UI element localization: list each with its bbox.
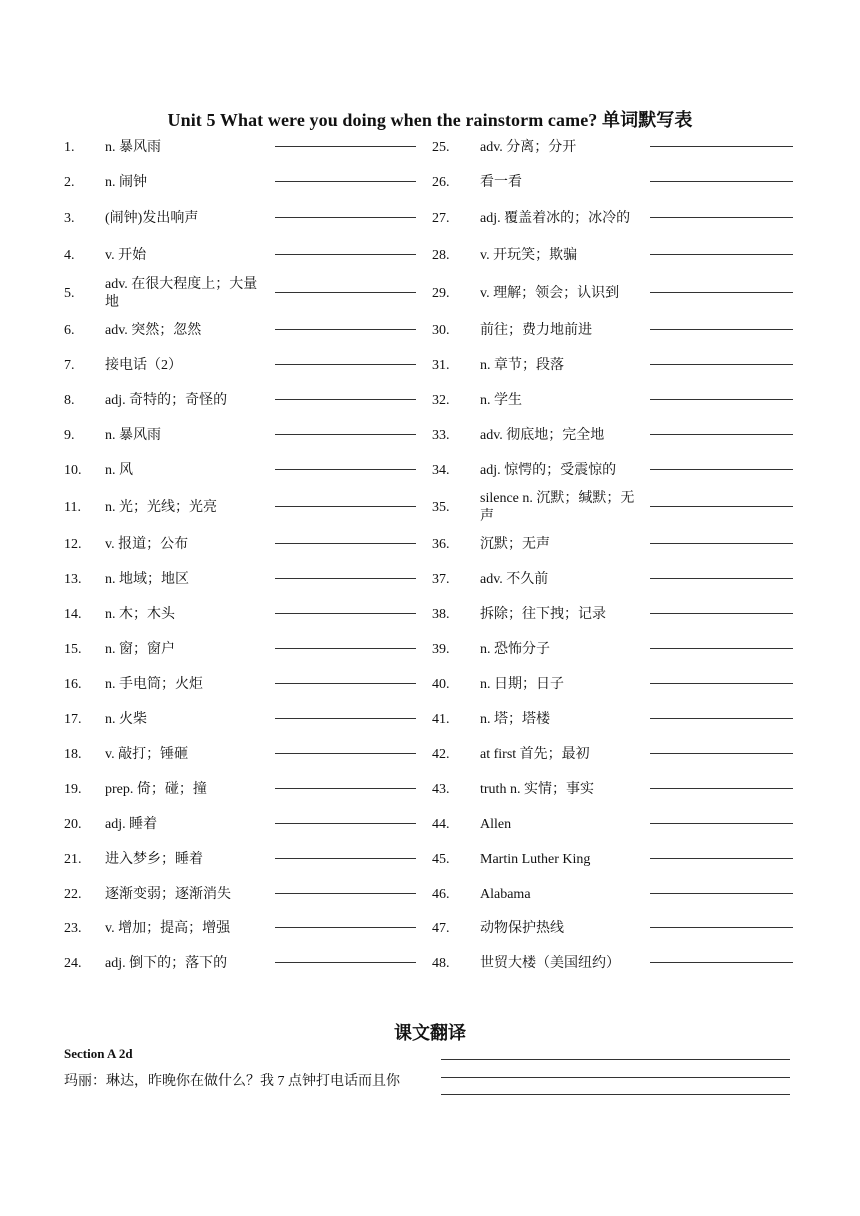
vocab-row <box>0 740 860 770</box>
vocab-number: 45. <box>432 852 450 867</box>
answer-blank[interactable] <box>650 292 793 293</box>
page-title: Unit 5 What were you doing when the rainstorm came? 单词默写表 <box>167 110 693 130</box>
vocab-number: 38. <box>432 607 450 622</box>
vocab-row <box>0 530 860 560</box>
translation-title: 课文翻译 <box>394 1023 466 1043</box>
vocab-row <box>0 705 860 735</box>
vocab-definition: n. 火柴 <box>105 712 147 727</box>
vocab-row <box>0 204 860 234</box>
vocab-row <box>0 670 860 700</box>
vocab-definition: n. 恐怖分子 <box>480 642 550 657</box>
vocab-definition: v. 增加；提高；增强 <box>105 921 231 936</box>
vocab-definition: n. 窗；窗户 <box>105 642 175 657</box>
vocab-row <box>0 775 860 805</box>
answer-blank[interactable] <box>650 648 793 649</box>
vocab-definition: n. 闹钟 <box>105 175 147 190</box>
vocab-number: 28. <box>432 248 450 263</box>
translation-line[interactable] <box>441 1059 790 1060</box>
vocab-number: 27. <box>432 211 450 226</box>
vocab-definition: adv. 彻底地；完全地 <box>480 428 605 443</box>
answer-blank[interactable] <box>650 543 793 544</box>
vocab-row <box>0 600 860 630</box>
vocab-definition: n. 光；光线；光亮 <box>105 500 217 515</box>
vocab-number: 40. <box>432 677 450 692</box>
vocab-number: 19. <box>64 782 82 797</box>
vocab-definition: adv. 在很大程度上；大量地 <box>105 277 258 310</box>
vocab-number: 35. <box>432 500 450 515</box>
answer-blank[interactable] <box>650 962 793 963</box>
vocab-definition: Martin Luther King <box>480 852 591 867</box>
vocab-definition: truth n. 实情；事实 <box>480 782 594 797</box>
translation-line[interactable] <box>441 1094 790 1095</box>
vocab-definition: n. 章节；段落 <box>480 358 564 373</box>
vocab-number: 30. <box>432 323 450 338</box>
vocab-definition: adj. 覆盖着冰的；冰冷的 <box>480 211 631 226</box>
vocab-number: 37. <box>432 572 450 587</box>
vocab-definition: Allen <box>480 817 512 832</box>
answer-blank[interactable] <box>650 506 793 507</box>
vocab-definition: 前往；费力地前进 <box>480 323 592 338</box>
answer-blank[interactable] <box>650 927 793 928</box>
vocab-definition: 拆除；往下拽；记录 <box>480 607 606 622</box>
answer-blank[interactable] <box>650 469 793 470</box>
answer-blank[interactable] <box>650 893 793 894</box>
vocab-number: 12. <box>64 537 82 552</box>
translation-line[interactable] <box>441 1077 790 1078</box>
vocab-number: 20. <box>64 817 82 832</box>
vocab-definition: (闹钟)发出响声 <box>105 211 199 226</box>
vocab-number: 25. <box>432 140 450 155</box>
vocab-definition: adv. 突然；忽然 <box>105 323 202 338</box>
vocab-number: 34. <box>432 463 450 478</box>
vocab-definition: v. 敲打；锤砸 <box>105 747 189 762</box>
vocab-number: 2. <box>64 175 75 190</box>
vocab-definition: n. 暴风雨 <box>105 140 161 155</box>
vocab-definition: v. 报道；公布 <box>105 537 189 552</box>
vocab-row <box>0 914 860 944</box>
answer-blank[interactable] <box>650 181 793 182</box>
vocab-definition: v. 开玩笑；欺骗 <box>480 248 578 263</box>
vocab-definition: adj. 奇特的；奇怪的 <box>105 393 228 408</box>
vocab-row <box>0 316 860 346</box>
answer-blank[interactable] <box>650 718 793 719</box>
vocab-number: 13. <box>64 572 82 587</box>
vocab-definition: adj. 惊愕的；受震惊的 <box>480 463 617 478</box>
vocab-row <box>0 565 860 595</box>
vocab-definition: n. 风 <box>105 463 133 478</box>
vocab-definition: n. 木；木头 <box>105 607 175 622</box>
vocab-number: 46. <box>432 887 450 902</box>
vocab-row <box>0 386 860 416</box>
vocab-number: 48. <box>432 956 450 971</box>
vocab-row <box>0 241 860 271</box>
vocab-row <box>0 279 860 309</box>
answer-blank[interactable] <box>650 858 793 859</box>
vocab-definition: 看一看 <box>480 175 522 190</box>
vocab-definition: n. 手电筒；火炬 <box>105 677 203 692</box>
answer-blank[interactable] <box>650 329 793 330</box>
vocab-definition: n. 日期；日子 <box>480 677 564 692</box>
vocab-definition: 动物保护热线 <box>480 921 564 936</box>
vocab-number: 32. <box>432 393 450 408</box>
vocab-number: 17. <box>64 712 82 727</box>
vocab-row <box>0 351 860 381</box>
vocab-definition: adv. 不久前 <box>480 572 549 587</box>
vocab-number: 7. <box>64 358 75 373</box>
vocab-definition: n. 塔；塔楼 <box>480 712 550 727</box>
answer-blank[interactable] <box>650 399 793 400</box>
vocab-number: 11. <box>64 500 81 515</box>
vocab-row <box>0 456 860 486</box>
vocab-number: 26. <box>432 175 450 190</box>
vocab-definition: silence n. 沉默；缄默；无声 <box>480 491 635 524</box>
vocab-number: 36. <box>432 537 450 552</box>
answer-blank[interactable] <box>650 578 793 579</box>
vocab-number: 8. <box>64 393 75 408</box>
answer-blank[interactable] <box>650 683 793 684</box>
vocab-number: 4. <box>64 248 75 263</box>
vocab-number: 10. <box>64 463 82 478</box>
vocab-number: 41. <box>432 712 450 727</box>
vocab-number: 3. <box>64 211 75 226</box>
vocab-definition: v. 开始 <box>105 248 147 263</box>
vocab-number: 23. <box>64 921 82 936</box>
vocab-number: 29. <box>432 286 450 301</box>
vocab-row <box>0 880 860 910</box>
vocab-definition: adj. 睡着 <box>105 817 158 832</box>
vocab-number: 6. <box>64 323 75 338</box>
answer-blank[interactable] <box>650 146 793 147</box>
vocab-number: 22. <box>64 887 82 902</box>
vocab-definition: 接电话（2） <box>105 358 182 373</box>
answer-blank[interactable] <box>650 364 793 365</box>
answer-blank[interactable] <box>650 254 793 255</box>
vocab-definition: prep. 倚；碰；撞 <box>105 782 207 797</box>
vocab-definition: 逐渐变弱；逐渐消失 <box>105 887 231 902</box>
vocab-number: 5. <box>64 286 75 301</box>
vocab-definition: at first 首先；最初 <box>480 747 590 762</box>
vocab-number: 14. <box>64 607 82 622</box>
vocab-row <box>0 845 860 875</box>
answer-blank[interactable] <box>650 613 793 614</box>
answer-blank[interactable] <box>650 788 793 789</box>
vocab-number: 21. <box>64 852 82 867</box>
vocab-number: 42. <box>432 747 450 762</box>
vocab-row <box>0 421 860 451</box>
translation-text: 玛丽：琳达，昨晚你在做什么？我 7 点钟打电话而且你 <box>64 1074 400 1089</box>
vocab-number: 18. <box>64 747 82 762</box>
vocab-definition: adv. 分离；分开 <box>480 140 577 155</box>
answer-blank[interactable] <box>650 217 793 218</box>
vocab-definition: 沉默；无声 <box>480 537 550 552</box>
vocab-row <box>0 133 860 163</box>
vocab-definition: n. 地域；地区 <box>105 572 189 587</box>
vocab-definition: v. 理解；领会；认识到 <box>480 286 620 301</box>
vocab-definition: n. 学生 <box>480 393 522 408</box>
answer-blank[interactable] <box>650 753 793 754</box>
vocab-row <box>0 493 860 523</box>
section-label: Section A 2d <box>64 1046 133 1061</box>
vocab-number: 39. <box>432 642 450 657</box>
vocab-definition: 进入梦乡；睡着 <box>105 852 203 867</box>
vocab-number: 24. <box>64 956 82 971</box>
vocab-number: 47. <box>432 921 450 936</box>
vocab-definition: adj. 倒下的；落下的 <box>105 956 228 971</box>
vocab-row <box>0 810 860 840</box>
vocab-definition: n. 暴风雨 <box>105 428 161 443</box>
vocab-number: 15. <box>64 642 82 657</box>
vocab-number: 33. <box>432 428 450 443</box>
vocab-number: 31. <box>432 358 450 373</box>
vocab-row <box>0 635 860 665</box>
vocab-row <box>0 949 860 979</box>
vocab-number: 1. <box>64 140 75 155</box>
vocab-number: 9. <box>64 428 75 443</box>
vocab-row <box>0 168 860 198</box>
vocab-definition: 世贸大楼（美国纽约） <box>480 956 620 971</box>
vocab-number: 16. <box>64 677 82 692</box>
answer-blank[interactable] <box>650 434 793 435</box>
vocab-number: 43. <box>432 782 450 797</box>
vocab-definition: Alabama <box>480 887 531 902</box>
vocab-number: 44. <box>432 817 450 832</box>
answer-blank[interactable] <box>650 823 793 824</box>
